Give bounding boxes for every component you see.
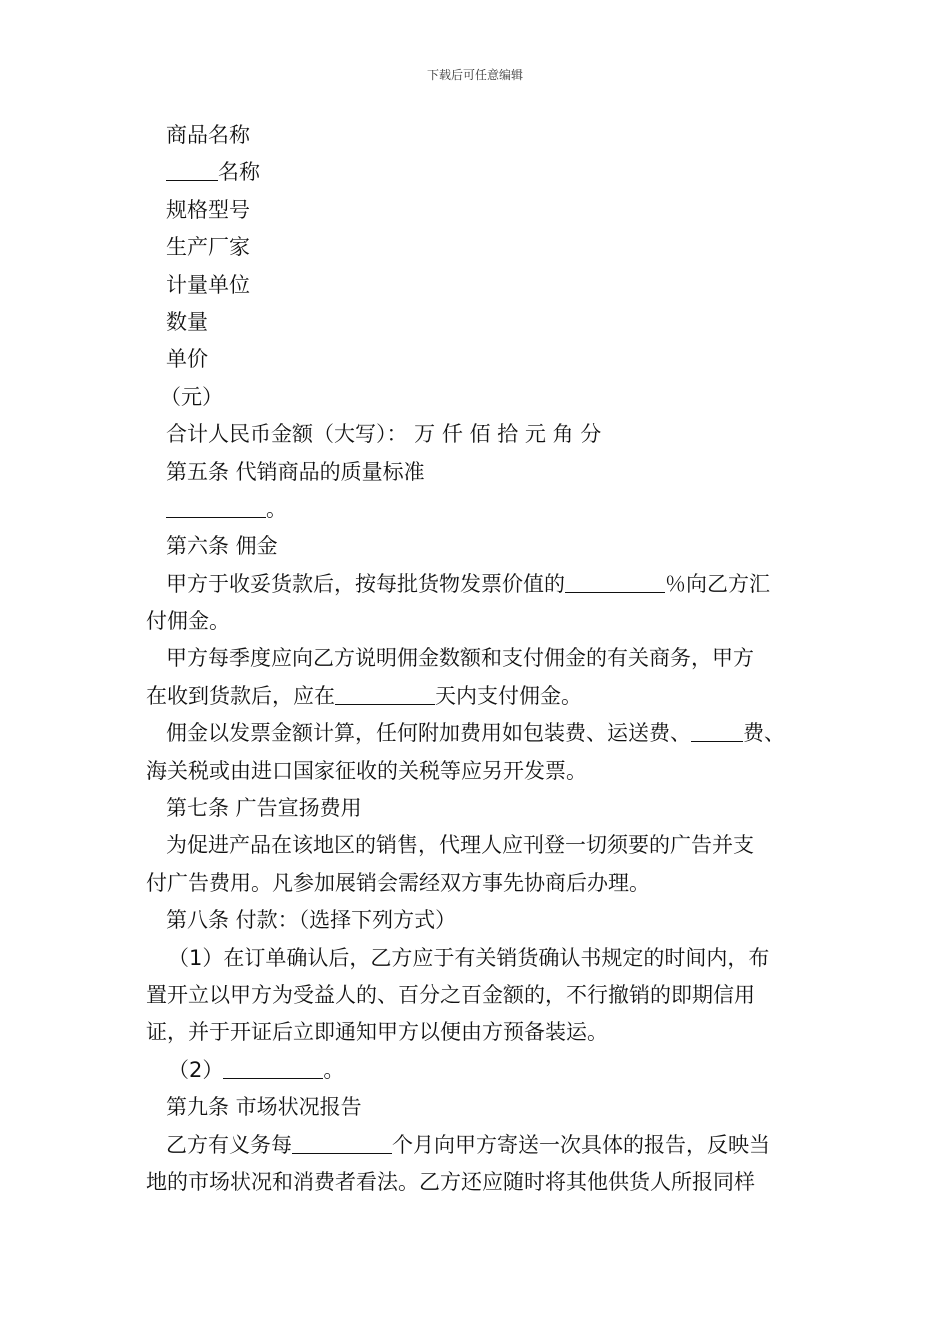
article-7-title: 第七条 广告宣扬费用: [166, 796, 362, 821]
article-7-para-1: 为促进产品在该地区的销售，代理人应刊登一切须要的广告并支: [166, 833, 754, 858]
article-6-para-2: 甲方每季度应向乙方说明佣金数额和支付佣金的有关商务，甲方: [166, 646, 754, 671]
article-9-title: 第九条 市场状况报告: [166, 1095, 362, 1120]
field-quantity: 数量: [166, 309, 208, 334]
blank-field: [565, 571, 665, 593]
field-unit: 计量单位: [166, 272, 250, 297]
field-item-name: 商品名称: [166, 123, 250, 147]
text-run: 个月向甲方寄送一次具体的报告，反映当: [392, 1132, 770, 1157]
article-6-para-1-cont: 付佣金。: [146, 609, 230, 634]
field-yuan: （元）: [160, 384, 223, 409]
article-6-para-3-cont: 海关税或由进口国家征收的关税等应另开发票。: [146, 758, 587, 783]
text-run: 。: [323, 1057, 345, 1082]
article-8-title: 第八条 付款：（选择下列方式）: [166, 908, 457, 933]
article-9-para-1-cont: 地的市场状况和消费者看法。乙方还应随时将其他供货人所报同样: [146, 1169, 755, 1194]
page-header: 下载后可任意编辑: [426, 68, 523, 82]
text-run: ％向乙方汇: [665, 571, 770, 596]
field-name-line: [146, 154, 826, 191]
article-7-para-1-cont: 付广告费用。凡参加展销会需经双方事先协商后办理。: [146, 870, 650, 895]
blank-field: [166, 496, 266, 518]
article-5-end: 。: [266, 496, 287, 521]
article-6-title: 第六条 佣金: [166, 534, 278, 559]
blank-field: [691, 720, 743, 742]
article-5-title: 第五条 代销商品的质量标准: [166, 459, 425, 484]
field-unit-price: 单价: [166, 347, 208, 372]
field-total-amount: 合计人民币金额（大写）： 万 仟 佰 拾 元 角 分: [166, 422, 602, 447]
field-spec: 规格型号: [166, 197, 250, 222]
article-6-para-3: [146, 715, 826, 752]
article-6-para-1: [146, 566, 826, 603]
article-8-item-1-cont-2: 证，并于开证后立即通知甲方以便由方预备装运。: [146, 1020, 608, 1045]
article-6-para-2-cont: [146, 678, 826, 715]
text-run: 甲方于收妥货款后，按每批货物发票价值的: [166, 571, 565, 596]
field-manufacturer: 生产厂家: [166, 235, 250, 260]
article-5-blank-line: [146, 491, 826, 528]
text-run: 在收到货款后，应在: [146, 683, 335, 708]
blank-field: [166, 159, 218, 181]
text-run: 乙方有义务每: [166, 1132, 292, 1157]
text-run: （2）: [168, 1057, 224, 1082]
text-run: 费、: [743, 721, 785, 746]
article-8-item-1-cont: 置开立以甲方为受益人的、百分之百金额的，不行撤销的即期信用: [146, 982, 755, 1007]
article-8-item-1: （1）在订单确认后，乙方应于有关销货确认书规定的时间内，布: [168, 945, 770, 970]
field-name-label: 名称: [218, 160, 260, 185]
blank-field: [335, 683, 435, 705]
article-8-item-2: [146, 1052, 826, 1089]
blank-field: [292, 1132, 392, 1154]
article-9-para-1: [146, 1127, 826, 1164]
document-body: [146, 117, 826, 1201]
blank-field: [223, 1057, 323, 1079]
text-run: 天内支付佣金。: [435, 683, 582, 708]
text-run: 佣金以发票金额计算，任何附加费用如包装费、运送费、: [166, 721, 691, 746]
